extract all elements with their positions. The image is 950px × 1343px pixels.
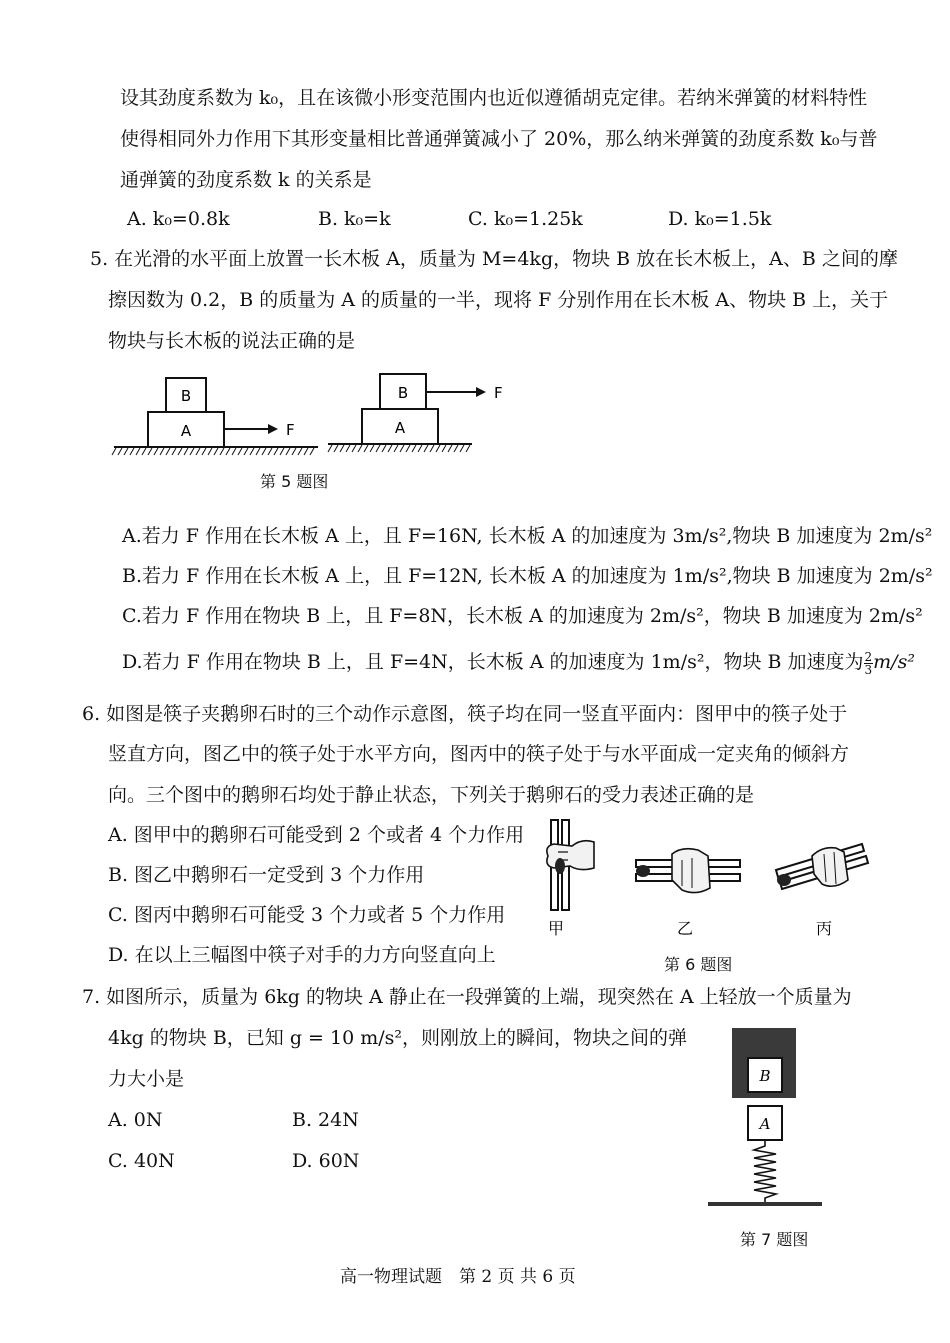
q6-option-c: C. 图丙中鹅卵石可能受 3 个力或者 5 个力作用 [108,904,506,926]
q5-fig-left [112,378,318,455]
q6-figure [532,816,877,946]
q6-label-yi: 乙 [676,919,694,938]
q5-option-d-denominator: 3 [864,662,873,677]
q6-fig-jia [547,820,594,910]
q6-fig-bing [776,844,868,889]
q7-ground [708,1202,822,1206]
q7-option-b: B. 24N [292,1109,359,1131]
q5-option-d-fraction [864,651,874,676]
q4-line-1: 设其劲度系数为 k₀，且在该微小形变范围内也近似遵循胡克定律。若纳米弹簧的材料特性 [120,87,868,109]
q5-option-c: C.若力 F 作用在物块 B 上，且 F=8N，长木板 A 的加速度为 2m/s²，物块 B 加速度为 2m/s² [122,605,923,627]
q4-option-b: B. k₀=k [318,208,391,230]
q4-option-c: C. k₀=1.25k [468,208,583,230]
q5-line-1: 5. 在光滑的水平面上放置一长木板 A，质量为 M=4kg，物块 B 放在长木板上，A、B 之间的摩 [90,248,898,270]
page-footer: 高一物理试题 第 2 页 共 6 页 [340,1267,576,1287]
q7-label-b: B [759,1067,771,1085]
q5-option-d [122,650,915,676]
q7-line-3: 力大小是 [108,1068,185,1090]
q5-left-label-b: B [180,387,192,405]
q4-line-2: 使得相同外力作用下其形变量相比普通弹簧减小了 20%，那么纳米弹簧的劲度系数 k₀与普 [120,128,878,150]
q5-line-2: 擦因数为 0.2，B 的质量为 A 的质量的一半，现将 F 分别作用在长木板 A、物块 B 上，关于 [108,289,889,311]
q5-caption: 第 5 题图 [260,472,329,491]
q5-option-b: B.若力 F 作用在长木板 A 上，且 F=12N, 长木板 A 的加速度为 1m/s²,物块 B 加速度为 2m/s² [122,565,933,587]
q7-line-1: 7. 如图所示，质量为 6kg 的物块 A 静止在一段弹簧的上端，现突然在 A 上轻放一个质量为 [82,986,852,1008]
q6-line-2: 竖直方向，图乙中的筷子处于水平方向，图丙中的筷子处于与水平面成一定夹角的倾斜方 [108,743,850,765]
q5-option-d-text: D.若力 F 作用在物块 B 上，且 F=4N，长木板 A 的加速度为 1m/s²，物块 B 加速度为 [122,651,864,673]
q5-figure [110,366,530,461]
q6-line-1: 6. 如图是筷子夹鹅卵石时的三个动作示意图，筷子均在同一竖直平面内：图甲中的筷子处于 [82,703,848,725]
q6-option-a: A. 图甲中的鹅卵石可能受到 2 个或者 4 个力作用 [108,824,525,846]
q6-fig-yi [636,849,740,893]
q7-spring [754,1140,776,1202]
q6-option-d: D. 在以上三幅图中筷子对手的力方向竖直向上 [108,944,496,966]
q7-option-c: C. 40N [108,1150,175,1172]
q5-right-label-a: A [394,419,406,437]
q7-option-a: A. 0N [108,1109,163,1131]
q5-fig-right [328,374,503,452]
q6-option-b: B. 图乙中鹅卵石一定受到 3 个力作用 [108,864,425,886]
q6-label-bing: 丙 [815,919,833,938]
q5-line-3: 物块与长木板的说法正确的是 [108,330,356,352]
q6-caption: 第 6 题图 [664,955,733,974]
q7-caption: 第 7 题图 [740,1230,809,1249]
q7-label-a: A [759,1115,771,1133]
q4-option-a: A. k₀=0.8k [127,208,230,230]
q4-line-3: 通弹簧的劲度系数 k 的关系是 [120,169,372,191]
q5-left-label-f: F [286,421,295,439]
q5-option-a: A.若力 F 作用在长木板 A 上，且 F=16N, 长木板 A 的加速度为 3m/s²,物块 B 加速度为 2m/s² [122,525,933,547]
q7-figure [700,1024,830,1214]
q6-line-3: 向。三个图中的鹅卵石均处于静止状态，下列关于鹅卵石的受力表述正确的是 [108,784,755,806]
q7-option-d: D. 60N [292,1150,360,1172]
q4-option-d: D. k₀=1.5k [668,208,772,230]
q5-option-d-numerator: 2 [864,649,873,664]
q6-label-jia: 甲 [547,919,565,938]
q5-right-label-b: B [397,384,409,402]
q5-left-label-a: A [180,422,192,440]
q5-option-d-unit: m/s² [873,651,915,673]
q7-line-2: 4kg 的物块 B，已知 g = 10 m/s²，则刚放上的瞬间，物块之间的弹 [108,1027,688,1049]
q5-right-label-f: F [494,384,503,402]
